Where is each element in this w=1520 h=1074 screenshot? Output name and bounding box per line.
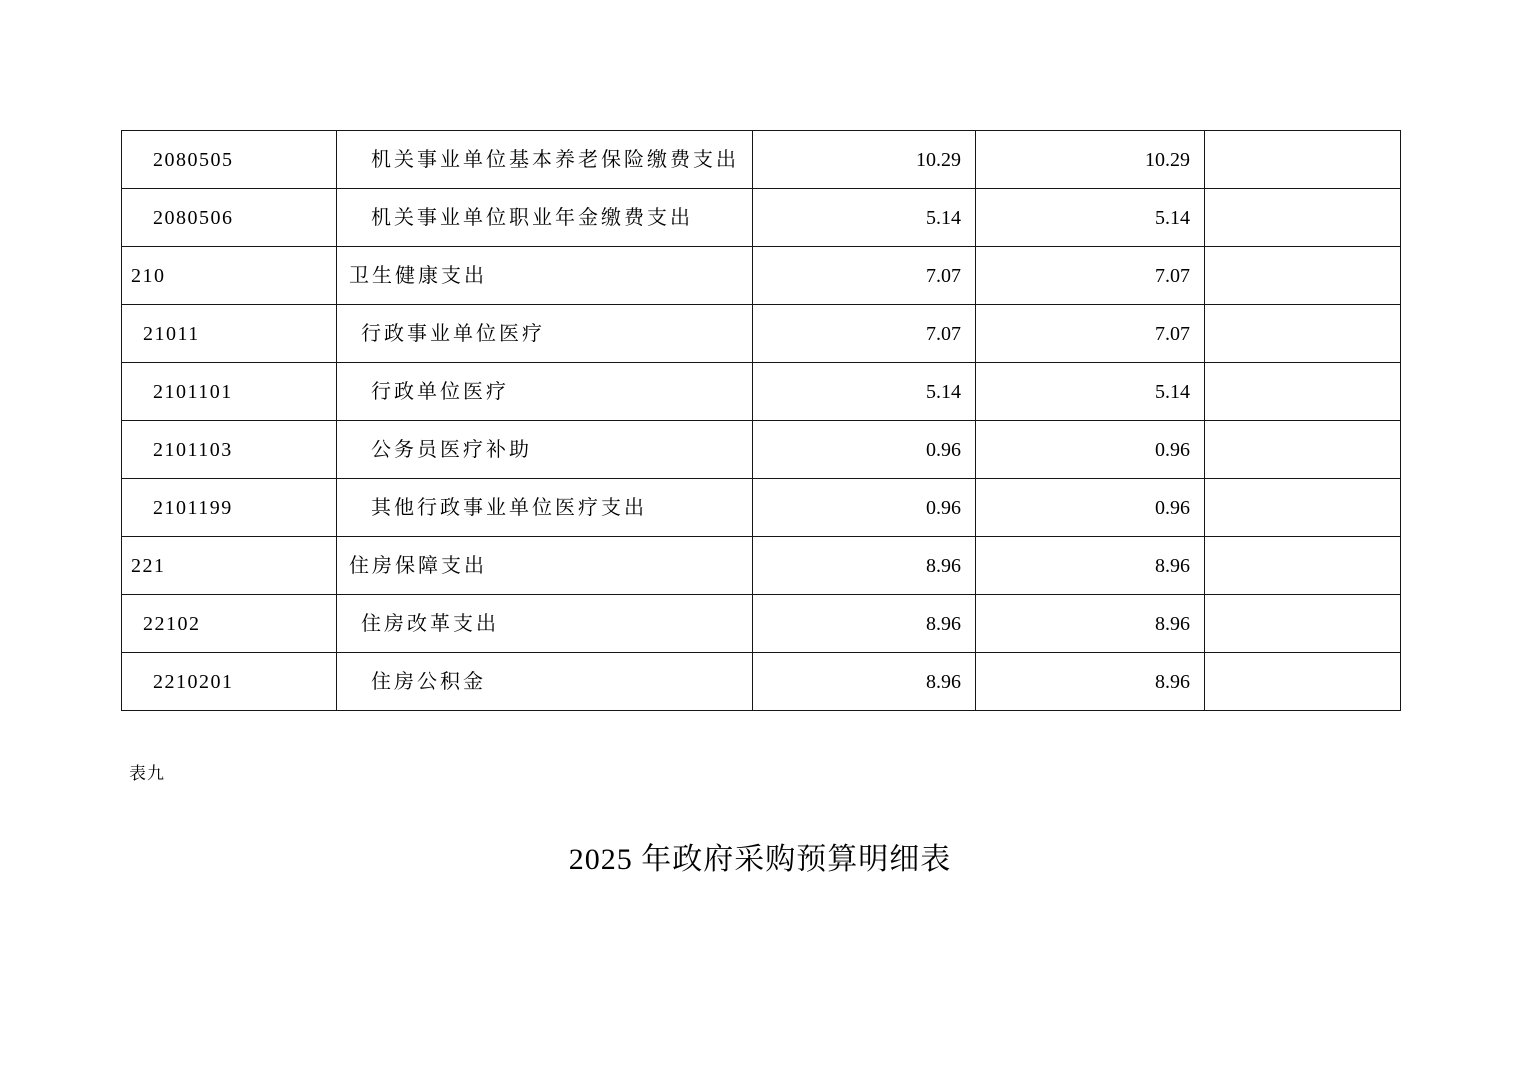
- amount-cell-1: 5.14: [753, 189, 976, 247]
- name-cell: 行政单位医疗: [337, 363, 753, 421]
- amount-cell-2: 7.07: [976, 305, 1205, 363]
- amount-cell-1: 8.96: [753, 595, 976, 653]
- code-cell: 2210201: [122, 653, 337, 711]
- remark-cell: [1205, 421, 1401, 479]
- name-cell: 机关事业单位基本养老保险缴费支出: [337, 131, 753, 189]
- remark-cell: [1205, 537, 1401, 595]
- code-cell: 2080505: [122, 131, 337, 189]
- remark-cell: [1205, 131, 1401, 189]
- amount-cell-1: 0.96: [753, 421, 976, 479]
- code-cell: 2101101: [122, 363, 337, 421]
- remark-cell: [1205, 247, 1401, 305]
- amount-cell-1: 0.96: [753, 479, 976, 537]
- amount-cell-2: 0.96: [976, 421, 1205, 479]
- remark-cell: [1205, 305, 1401, 363]
- table-row: [122, 363, 1401, 421]
- table-row: [122, 479, 1401, 537]
- amount-cell-1: 10.29: [753, 131, 976, 189]
- name-cell: 其他行政事业单位医疗支出: [337, 479, 753, 537]
- code-cell: 22102: [122, 595, 337, 653]
- code-cell: 2080506: [122, 189, 337, 247]
- amount-cell-2: 10.29: [976, 131, 1205, 189]
- amount-cell-2: 5.14: [976, 363, 1205, 421]
- remark-cell: [1205, 479, 1401, 537]
- remark-cell: [1205, 189, 1401, 247]
- table-row: [122, 189, 1401, 247]
- amount-cell-2: 8.96: [976, 537, 1205, 595]
- name-cell: 公务员医疗补助: [337, 421, 753, 479]
- table-row: [122, 305, 1401, 363]
- amount-cell-2: 7.07: [976, 247, 1205, 305]
- table-number-note: 表九: [129, 764, 165, 783]
- budget-detail-table: [121, 130, 1401, 711]
- amount-cell-1: 8.96: [753, 653, 976, 711]
- amount-cell-2: 0.96: [976, 479, 1205, 537]
- name-cell: 卫生健康支出: [337, 247, 753, 305]
- amount-cell-1: 7.07: [753, 305, 976, 363]
- amount-cell-1: 8.96: [753, 537, 976, 595]
- table-row: [122, 595, 1401, 653]
- table-row: [122, 421, 1401, 479]
- table-row: [122, 537, 1401, 595]
- amount-cell-2: 8.96: [976, 595, 1205, 653]
- code-cell: 21011: [122, 305, 337, 363]
- table-row: [122, 653, 1401, 711]
- name-cell: 机关事业单位职业年金缴费支出: [337, 189, 753, 247]
- amount-cell-1: 7.07: [753, 247, 976, 305]
- remark-cell: [1205, 363, 1401, 421]
- code-cell: 2101103: [122, 421, 337, 479]
- amount-cell-1: 5.14: [753, 363, 976, 421]
- code-cell: 210: [122, 247, 337, 305]
- remark-cell: [1205, 653, 1401, 711]
- code-cell: 2101199: [122, 479, 337, 537]
- table-row: [122, 247, 1401, 305]
- amount-cell-2: 8.96: [976, 653, 1205, 711]
- budget-table-body: [122, 131, 1401, 711]
- name-cell: 行政事业单位医疗: [337, 305, 753, 363]
- remark-cell: [1205, 595, 1401, 653]
- code-cell: 221: [122, 537, 337, 595]
- name-cell: 住房改革支出: [337, 595, 753, 653]
- table-row: [122, 131, 1401, 189]
- amount-cell-2: 5.14: [976, 189, 1205, 247]
- name-cell: 住房保障支出: [337, 537, 753, 595]
- name-cell: 住房公积金: [337, 653, 753, 711]
- next-table-title: 2025 年政府采购预算明细表: [568, 843, 952, 876]
